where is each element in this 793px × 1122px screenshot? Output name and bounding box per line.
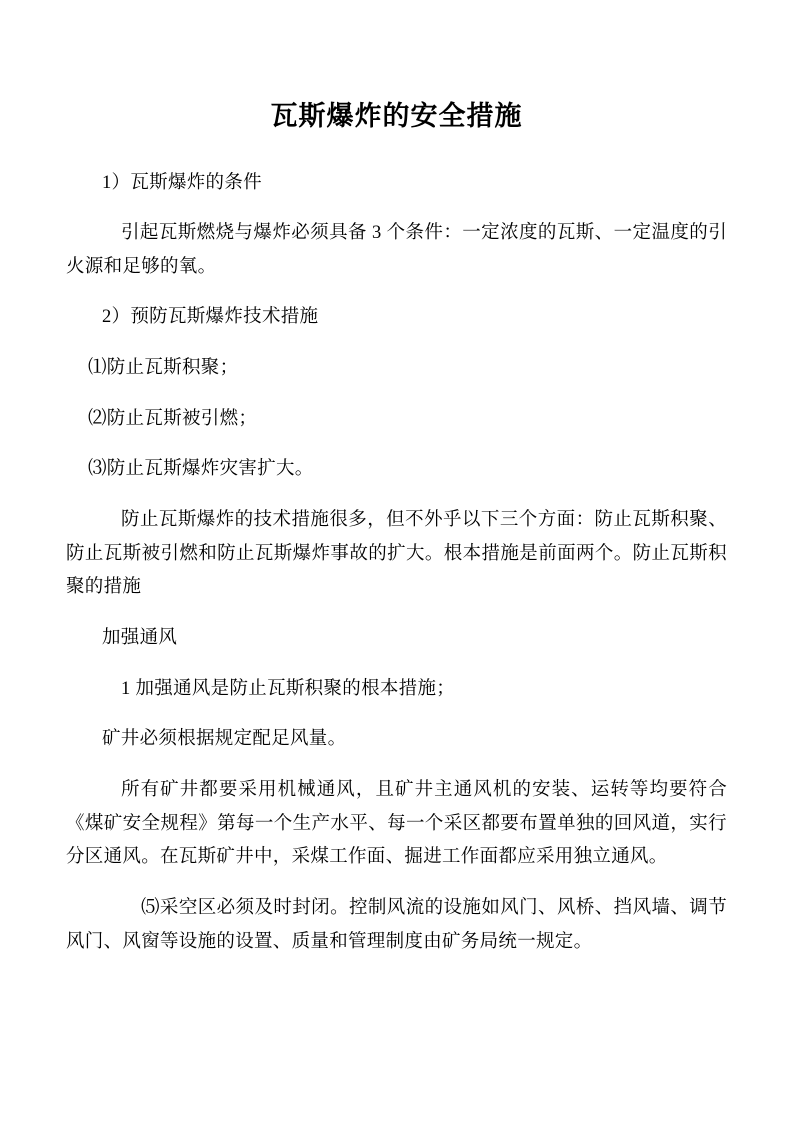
paragraph: 1 加强通风是防止瓦斯积聚的根本措施； bbox=[121, 678, 456, 699]
paragraph: 2）预防瓦斯爆炸技术措施 bbox=[102, 307, 319, 328]
paragraph: ⑵防止瓦斯被引燃； bbox=[88, 408, 258, 429]
paragraph: 引起瓦斯燃烧与爆炸必须具备 3 个条件：一定浓度的瓦斯、一定温度的引火源和足够的氧。 bbox=[66, 223, 727, 277]
paragraph: 防止瓦斯爆炸的技术措施很多，但不外乎以下三个方面：防止瓦斯积聚、防止瓦斯被引燃和防止瓦斯爆炸事故的扩大。根本措施是前面两个。防止瓦斯积聚的措施 bbox=[66, 510, 727, 598]
paragraph: 所有矿井都要采用机械通风，且矿井主通风机的安装、运转等均要符合《煤矿安全规程》第每一个生产水平、每一个采区都要布置单独的回风道，实行分区通风。在瓦斯矿井中，采煤工作面、掘进工作面都应采用独立通风。 bbox=[66, 780, 727, 868]
paragraph: 加强通风 bbox=[102, 628, 178, 649]
paragraph: ⑸采空区必须及时封闭。控制风流的设施如风门、风桥、挡风墙、调节风门、风窗等设施的设置、质量和管理制度由矿务局统一规定。 bbox=[66, 898, 727, 952]
paragraph: 矿井必须根据规定配足风量。 bbox=[102, 729, 347, 750]
paragraph: ⑴防止瓦斯积聚； bbox=[88, 358, 239, 379]
page-title: 瓦斯爆炸的安全措施 bbox=[270, 101, 523, 131]
paragraph: 1）瓦斯爆炸的条件 bbox=[102, 172, 262, 193]
document-body bbox=[66, 167, 727, 960]
paragraph: ⑶防止瓦斯爆炸灾害扩大。 bbox=[88, 459, 314, 480]
